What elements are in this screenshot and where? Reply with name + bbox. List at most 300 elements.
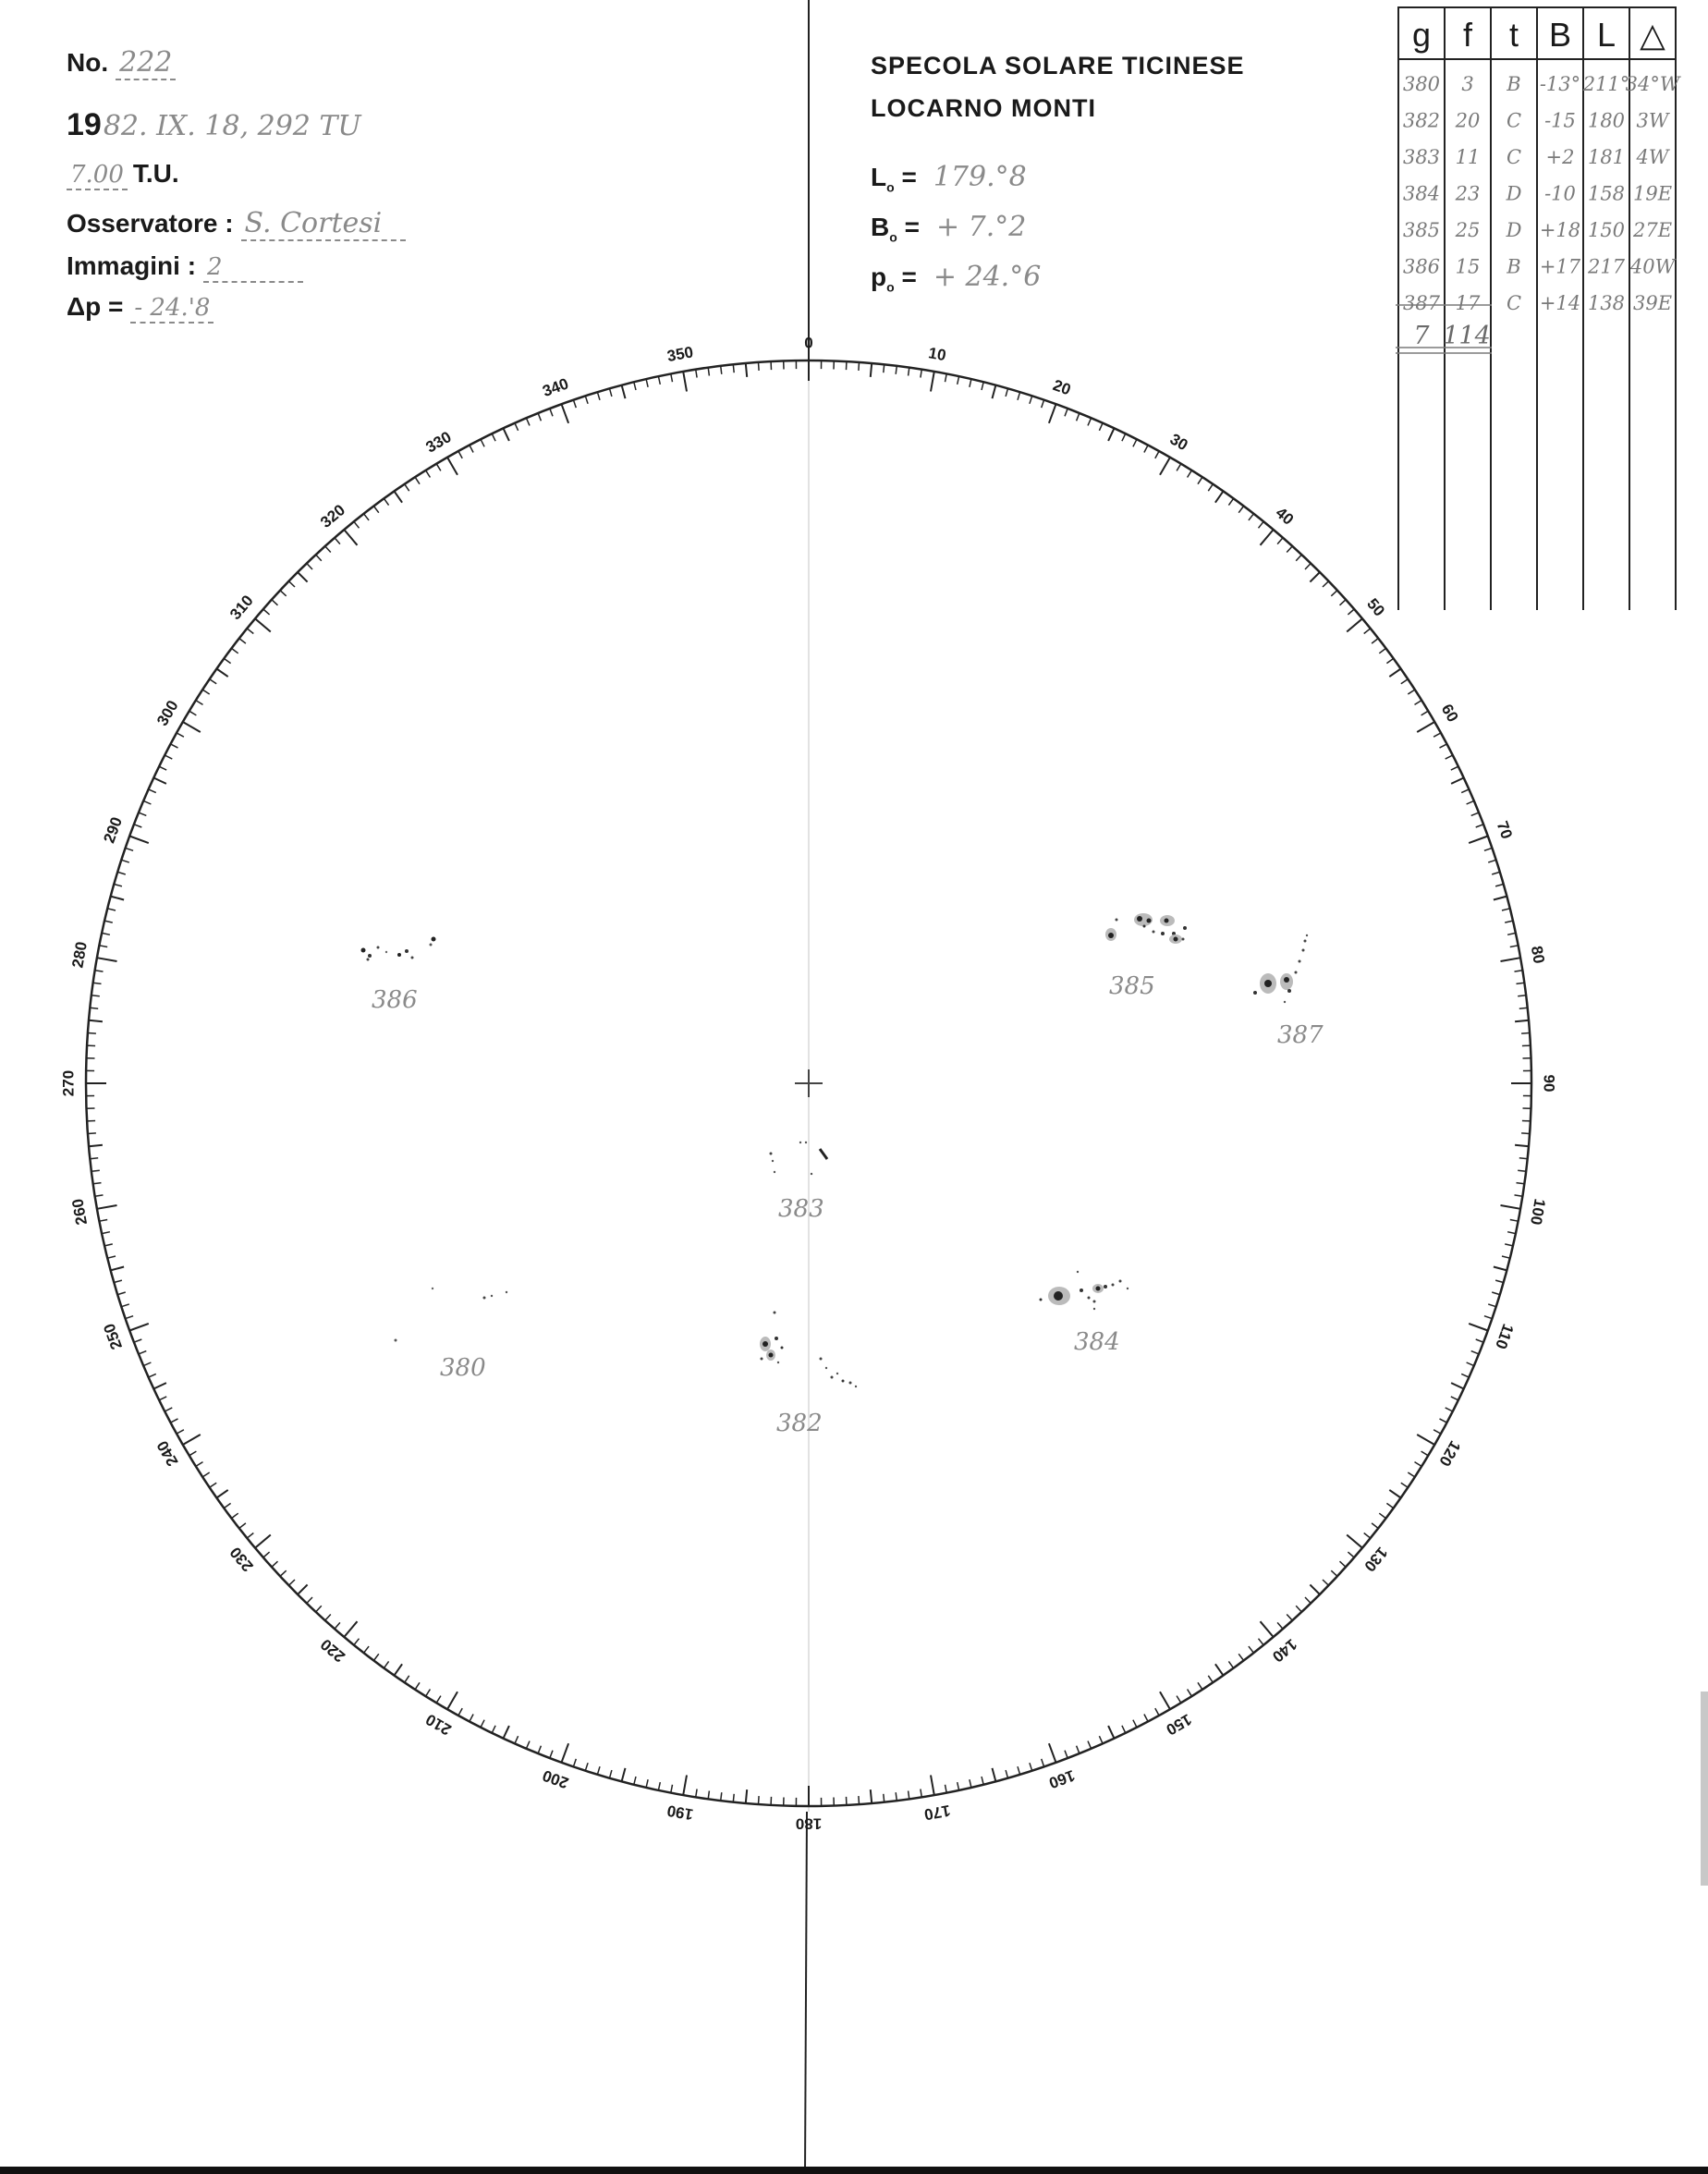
degree-tick: [597, 392, 600, 400]
degree-tick: [289, 581, 296, 587]
degree-tick: [1521, 1033, 1530, 1034]
degree-tick: [859, 1796, 860, 1804]
degree-label-190: 190: [665, 1801, 695, 1824]
degree-tick: [239, 1523, 246, 1529]
degree-tick: [177, 1430, 184, 1434]
degree-tick: [97, 958, 117, 961]
degree-label-0: 0: [804, 334, 813, 352]
sunspot-group-384: [1040, 1271, 1129, 1356]
degree-tick: [1408, 1472, 1415, 1477]
degree-tick: [671, 373, 673, 382]
degree-tick: [1401, 679, 1409, 684]
degree-tick: [1188, 1690, 1192, 1697]
table-cell: 25: [1455, 219, 1481, 241]
degree-tick: [1505, 921, 1513, 922]
degree-tick: [1006, 1770, 1007, 1778]
table-cell: 17: [1455, 292, 1481, 314]
degree-label-130: 130: [1360, 1543, 1391, 1575]
degree-tick: [610, 388, 612, 397]
degree-tick: [1515, 1145, 1529, 1146]
degree-tick: [149, 1374, 156, 1377]
degree-tick: [298, 572, 308, 582]
observatory-name: SPECOLA SOLARE TICINESE: [871, 52, 1245, 79]
table-cell: 27E: [1632, 219, 1673, 241]
degree-tick: [1065, 409, 1068, 416]
images-label: Immagini :: [67, 251, 197, 280]
degree-tick: [896, 1792, 897, 1801]
table-cell: 383: [1402, 146, 1441, 168]
degree-label-180: 180: [795, 1814, 823, 1833]
degree-tick: [562, 404, 569, 423]
degree-tick: [405, 484, 409, 492]
degree-tick: [1408, 690, 1415, 694]
degree-tick: [504, 428, 509, 441]
table-cell: 211°: [1582, 73, 1630, 95]
degree-tick: [1492, 1292, 1500, 1295]
degree-tick: [515, 423, 518, 431]
table-cell: B: [1507, 255, 1521, 278]
degree-tick: [364, 514, 370, 520]
degree-tick: [1122, 434, 1126, 441]
degree-tick: [696, 370, 697, 378]
degree-tick: [1467, 800, 1474, 804]
table-cell: 382: [1402, 109, 1441, 132]
degree-tick: [610, 1770, 612, 1778]
degree-tick: [90, 1158, 98, 1159]
degree-tick: [307, 564, 312, 570]
degree-tick: [384, 498, 388, 505]
observatory-location: LOCARNO MONTI: [871, 94, 1096, 122]
degree-tick: [538, 1746, 541, 1753]
degree-tick: [1348, 609, 1354, 615]
ephemeris-p0-label: $p_o$ =: [871, 263, 917, 295]
degree-tick: [946, 1785, 947, 1793]
ephemeris-B0-label: $B_o$ =: [871, 213, 920, 245]
degree-tick: [436, 1696, 441, 1704]
degree-tick: [426, 470, 431, 478]
degree-tick: [1521, 1133, 1530, 1134]
degree-tick: [92, 1170, 100, 1171]
scan-right-edge: [1701, 1692, 1708, 1886]
degree-tick: [970, 379, 971, 387]
degree-tick: [597, 1766, 600, 1775]
degree-tick: [708, 1791, 709, 1800]
degree-tick: [1348, 1552, 1354, 1557]
degree-tick: [1507, 933, 1516, 934]
degree-tick: [1446, 1408, 1453, 1411]
degree-tick: [1502, 909, 1510, 910]
degree-tick: [1259, 1639, 1264, 1645]
degree-tick: [1488, 1304, 1496, 1307]
degree-tick: [683, 1776, 687, 1796]
degree-tick: [1471, 812, 1479, 815]
degree-tick: [1018, 1766, 1020, 1775]
degree-tick: [1215, 491, 1224, 502]
degree-tick: [255, 1535, 271, 1548]
images-value: 2: [203, 253, 303, 283]
degree-tick: [1386, 1503, 1393, 1508]
degree-tick: [1340, 1561, 1347, 1567]
degree-tick: [139, 1351, 146, 1354]
degree-tick: [946, 373, 947, 382]
degree-tick: [1287, 1615, 1292, 1621]
degree-tick: [1198, 1682, 1202, 1690]
degree-tick: [492, 434, 495, 441]
degree-tick: [982, 1777, 983, 1785]
degree-tick: [1415, 701, 1422, 705]
degree-tick: [504, 1726, 509, 1739]
degree-tick: [1476, 824, 1483, 827]
meridian-bottom-line: [805, 1812, 807, 2174]
degree-tick: [1238, 507, 1243, 513]
degree-label-140: 140: [1268, 1635, 1300, 1666]
degree-tick: [1208, 1676, 1213, 1683]
degree-tick: [183, 722, 201, 732]
group-table: [1396, 7, 1682, 610]
degree-tick: [1517, 1183, 1525, 1184]
degree-tick: [470, 446, 473, 453]
degree-tick: [1340, 600, 1347, 605]
degree-tick: [550, 409, 553, 416]
degree-tick: [481, 439, 484, 446]
degree-tick: [102, 1232, 110, 1234]
table-cell: C: [1506, 292, 1522, 314]
table-cell: B: [1507, 73, 1521, 95]
degree-tick: [1461, 1374, 1469, 1377]
table-cell: 385: [1402, 219, 1441, 241]
sunspot-group-387: [1253, 934, 1324, 1049]
table-cell: 380: [1402, 73, 1441, 95]
degree-label-150: 150: [1163, 1710, 1195, 1740]
degree-tick: [102, 933, 110, 934]
degree-tick: [202, 1472, 210, 1477]
degree-tick: [1415, 1462, 1422, 1467]
sunspot-group-383: [770, 1142, 828, 1223]
degree-tick: [958, 376, 959, 385]
degree-tick: [210, 679, 217, 684]
degree-tick: [436, 464, 441, 471]
table-cell: -15: [1544, 109, 1576, 132]
ephemeris-p0-value: + 24.°6: [933, 261, 1042, 293]
degree-label-110: 110: [1492, 1321, 1518, 1352]
table-header-0: g: [1411, 16, 1432, 54]
degree-tick: [344, 1621, 357, 1637]
table-cell: +18: [1539, 219, 1581, 241]
degree-tick: [447, 1692, 458, 1709]
degree-tick: [280, 591, 287, 596]
degree-tick: [970, 1779, 971, 1788]
degree-tick: [224, 658, 230, 663]
degree-tick: [1364, 629, 1371, 634]
degree-tick: [316, 1606, 322, 1612]
degree-tick: [1440, 1419, 1447, 1423]
degree-tick: [993, 385, 996, 399]
degree-tick: [1296, 555, 1301, 561]
degree-tick: [492, 1726, 495, 1733]
degree-tick: [1042, 1759, 1044, 1767]
table-cell: 19E: [1632, 182, 1673, 205]
degree-tick: [107, 1256, 116, 1258]
degree-tick: [354, 521, 360, 528]
degree-tick: [622, 385, 626, 399]
degree-tick: [177, 733, 184, 737]
degree-tick: [335, 1622, 340, 1629]
degree-tick: [515, 1736, 518, 1743]
degree-tick: [1228, 498, 1233, 505]
degree-tick: [859, 362, 860, 371]
degree-label-160: 160: [1046, 1765, 1078, 1792]
degree-tick: [210, 1483, 217, 1487]
degree-label-260: 260: [68, 1197, 92, 1227]
degree-tick: [871, 1789, 872, 1803]
group-label-386: 386: [372, 986, 418, 1014]
degree-tick: [1323, 1580, 1329, 1585]
degree-tick: [1088, 1741, 1092, 1749]
degree-label-320: 320: [317, 501, 349, 531]
table-cell: C: [1506, 146, 1522, 168]
degree-tick: [1133, 439, 1137, 446]
degree-tick: [1446, 755, 1453, 759]
degree-tick: [1310, 1584, 1320, 1594]
degree-tick: [1421, 711, 1429, 715]
degree-tick: [458, 1708, 462, 1716]
degree-tick: [1310, 572, 1320, 582]
degree-tick: [384, 1661, 388, 1667]
degree-tick: [159, 766, 166, 770]
degree-tick: [746, 1789, 747, 1803]
degree-tick: [1347, 1535, 1362, 1548]
degree-tick: [99, 1220, 107, 1222]
degree-tick: [395, 491, 403, 502]
table-cell: 3: [1461, 73, 1474, 95]
table-cell: 138: [1587, 292, 1626, 314]
degree-tick: [1144, 1715, 1148, 1722]
degree-label-120: 120: [1435, 1437, 1465, 1470]
degree-tick: [129, 1324, 149, 1331]
degree-tick: [216, 1490, 227, 1498]
degree-tick: [255, 618, 271, 631]
table-cell: 3W: [1636, 109, 1669, 132]
disk-center-cross: [795, 1069, 823, 1097]
table-header-3: B: [1548, 16, 1572, 54]
group-label-383: 383: [778, 1195, 824, 1223]
year-prefix: 19: [67, 107, 102, 142]
degree-tick: [364, 1646, 370, 1653]
degree-tick: [395, 1664, 403, 1675]
degree-tick: [1030, 396, 1032, 404]
degree-tick: [1515, 1195, 1523, 1196]
degree-tick: [1379, 1513, 1385, 1518]
degree-tick: [426, 1690, 431, 1697]
degree-tick: [126, 848, 134, 850]
degree-tick: [1451, 766, 1458, 770]
degree-tick: [415, 1682, 420, 1690]
degree-label-70: 70: [1493, 818, 1516, 842]
degree-tick: [1296, 1606, 1301, 1612]
table-header-5: △: [1640, 16, 1665, 54]
degree-tick: [1451, 778, 1464, 784]
degree-tick: [1507, 1232, 1516, 1234]
table-cell: D: [1506, 182, 1522, 205]
degree-tick: [1099, 423, 1103, 431]
degree-tick: [1434, 733, 1441, 737]
degree-tick: [1108, 428, 1114, 441]
group-label-384: 384: [1074, 1328, 1120, 1356]
degree-tick: [696, 1789, 697, 1798]
degree-tick: [88, 1033, 96, 1034]
table-cell: -10: [1544, 182, 1576, 205]
degree-label-290: 290: [100, 814, 127, 846]
degree-tick: [658, 1782, 660, 1790]
degree-tick: [1495, 885, 1504, 886]
degree-tick: [1077, 1746, 1080, 1753]
table-cell: -13°: [1539, 73, 1581, 95]
degree-tick: [447, 458, 458, 475]
degree-label-230: 230: [226, 1543, 257, 1575]
degree-label-170: 170: [922, 1801, 952, 1824]
degree-tick: [1259, 521, 1264, 528]
degree-tick: [1434, 1430, 1441, 1434]
total-groups: 7: [1413, 322, 1430, 350]
degree-tick: [646, 379, 648, 387]
degree-tick: [216, 669, 227, 678]
degree-tick: [1088, 418, 1092, 425]
degree-tick: [1476, 1339, 1483, 1342]
degree-tick: [1379, 648, 1385, 653]
sheet-number-value: 222: [116, 46, 176, 80]
degree-tick: [1417, 1435, 1434, 1445]
degree-tick: [126, 1316, 134, 1319]
degree-tick: [97, 1205, 117, 1209]
degree-tick: [316, 555, 322, 561]
degree-tick: [239, 639, 246, 644]
table-cell: D: [1506, 219, 1522, 241]
degree-tick: [1160, 458, 1170, 475]
degree-tick: [289, 1580, 296, 1585]
table-cell: 384: [1402, 182, 1441, 205]
degree-tick: [189, 711, 197, 715]
degree-tick: [1287, 546, 1292, 553]
degree-tick: [373, 1654, 378, 1660]
degree-tick: [1505, 1244, 1513, 1246]
degree-tick: [1386, 658, 1393, 663]
degree-tick: [247, 629, 253, 634]
time-suffix: T.U.: [132, 159, 179, 188]
degree-tick: [121, 1304, 129, 1307]
degree-label-280: 280: [68, 940, 92, 970]
degree-tick: [733, 364, 734, 373]
degree-tick: [1495, 1280, 1504, 1282]
observer-value: S. Cortesi: [241, 207, 406, 241]
degree-tick: [1488, 860, 1496, 862]
table-cell: 34°W: [1625, 73, 1680, 95]
degree-label-60: 60: [1437, 701, 1462, 726]
degree-tick: [143, 800, 151, 804]
table-cell: 386: [1402, 255, 1441, 278]
degree-tick: [1519, 1158, 1528, 1159]
degree-tick: [104, 921, 113, 922]
degree-tick: [1469, 1324, 1488, 1331]
degree-tick: [1006, 388, 1007, 397]
degree-label-80: 80: [1527, 944, 1548, 965]
degree-tick: [189, 1451, 197, 1456]
degree-label-210: 210: [422, 1710, 455, 1740]
degree-tick: [746, 363, 747, 377]
degree-tick: [1451, 1397, 1458, 1400]
degree-tick: [550, 1751, 553, 1758]
degree-tick: [671, 1785, 673, 1793]
degree-tick: [165, 1408, 172, 1411]
table-cell: 39E: [1632, 292, 1673, 314]
delta-p-value: - 24.'8: [130, 294, 214, 324]
degree-tick: [573, 400, 576, 409]
table-header-1: f: [1462, 16, 1473, 54]
degree-tick: [1518, 1170, 1526, 1171]
degree-tick: [280, 1570, 287, 1576]
degree-tick: [708, 368, 709, 376]
degree-tick: [1501, 1205, 1521, 1209]
degree-tick: [1049, 404, 1056, 423]
degree-tick: [1277, 538, 1283, 544]
table-header-4: L: [1596, 16, 1616, 54]
degree-tick: [1238, 1654, 1243, 1660]
sunspot-group-385: [1105, 913, 1187, 1000]
table-cell: +17: [1539, 255, 1581, 278]
ephemeris-B0-value: + 7.°2: [935, 211, 1027, 243]
degree-tick: [1065, 1751, 1068, 1758]
degree-tick: [526, 418, 530, 425]
degree-tick: [107, 909, 116, 910]
degree-tick: [129, 837, 149, 844]
degree-tick: [1305, 1597, 1311, 1604]
degree-tick: [263, 609, 270, 615]
degree-tick: [1049, 1743, 1056, 1763]
scan-bottom-edge: [0, 2167, 1708, 2174]
degree-tick: [634, 382, 636, 390]
degree-tick: [1208, 484, 1213, 492]
degree-tick: [721, 366, 722, 374]
degree-tick: [1228, 1661, 1233, 1667]
table-cell: 181: [1587, 146, 1626, 168]
degree-tick: [88, 1133, 96, 1134]
degree-label-20: 20: [1050, 376, 1074, 399]
degree-tick: [1323, 581, 1329, 587]
degree-label-350: 350: [665, 343, 695, 366]
degree-tick: [1484, 848, 1493, 850]
degree-tick: [1155, 451, 1159, 458]
degree-tick: [585, 1763, 588, 1771]
degree-tick: [982, 382, 983, 390]
degree-label-50: 50: [1363, 594, 1388, 620]
table-cell: 387: [1402, 292, 1441, 314]
degree-tick: [344, 530, 357, 545]
delta-p-label: Δp =: [67, 292, 124, 321]
degree-tick: [247, 1533, 253, 1539]
degree-tick: [114, 1280, 122, 1282]
time-value: 7.00: [67, 161, 128, 190]
degree-tick: [232, 648, 238, 653]
degree-tick: [1155, 1708, 1159, 1716]
degree-tick: [1467, 1362, 1474, 1366]
degree-tick: [272, 600, 278, 605]
degree-tick: [1144, 446, 1148, 453]
group-table-header: [1412, 16, 1665, 54]
degree-tick: [622, 1768, 626, 1782]
degree-tick: [646, 1779, 648, 1788]
degree-tick: [1249, 1646, 1254, 1653]
degree-tick: [1372, 1523, 1378, 1529]
table-cell: +2: [1545, 146, 1575, 168]
